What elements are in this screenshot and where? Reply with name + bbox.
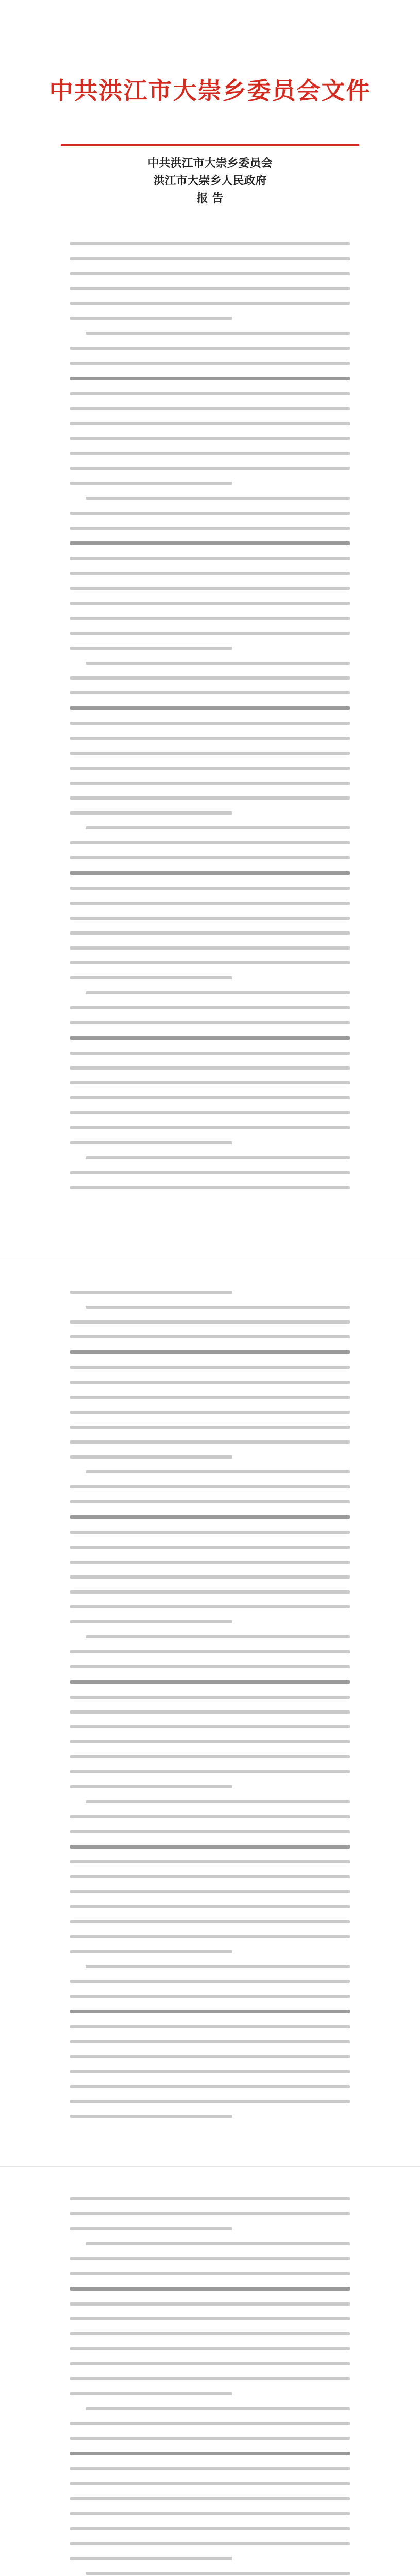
text-line-placeholder <box>70 1426 350 1429</box>
text-line-placeholder <box>70 1081 350 1084</box>
text-line-placeholder <box>70 811 232 815</box>
text-line-placeholder <box>70 1320 350 1324</box>
text-line-placeholder <box>70 272 350 275</box>
text-line-placeholder <box>70 722 350 725</box>
section-heading-placeholder <box>70 1515 350 1519</box>
text-line-placeholder <box>70 782 350 785</box>
text-line-placeholder <box>70 287 350 290</box>
body-text-block <box>70 242 350 1201</box>
text-line-placeholder <box>86 991 350 994</box>
text-line-placeholder <box>70 467 350 470</box>
text-line-placeholder <box>70 1890 350 1893</box>
text-line-placeholder <box>70 1066 350 1070</box>
section-heading-placeholder <box>70 706 350 710</box>
text-line-placeholder <box>70 1111 350 1114</box>
text-line-placeholder <box>70 1710 350 1714</box>
document-title <box>62 155 358 207</box>
section-heading-placeholder <box>70 377 350 380</box>
text-line-placeholder <box>70 1141 232 1144</box>
issuer-line-2: 洪江市大崇乡人民政府 <box>153 174 267 188</box>
text-line-placeholder <box>70 2317 350 2320</box>
text-line-placeholder <box>70 437 350 440</box>
text-line-placeholder <box>70 1815 350 1818</box>
text-line-placeholder <box>70 1590 350 1594</box>
text-line-placeholder <box>70 1696 350 1699</box>
text-line-placeholder <box>70 2467 350 2470</box>
text-line-placeholder <box>70 931 350 935</box>
text-line-placeholder <box>70 2377 350 2380</box>
text-line-placeholder <box>70 2115 232 2118</box>
text-line-placeholder <box>70 1381 350 1384</box>
section-heading-placeholder <box>70 1036 350 1040</box>
text-line-placeholder <box>70 1455 232 1459</box>
text-line-placeholder <box>70 961 350 964</box>
text-line-placeholder <box>70 1605 350 1608</box>
text-line-placeholder <box>70 1860 350 1863</box>
text-line-placeholder <box>70 1006 350 1009</box>
text-line-placeholder <box>70 647 232 650</box>
red-divider <box>61 144 359 146</box>
text-line-placeholder <box>86 1470 350 1473</box>
text-line-placeholder <box>70 676 350 680</box>
section-heading-placeholder <box>70 1350 350 1354</box>
text-line-placeholder <box>70 2025 350 2028</box>
text-line-placeholder <box>70 1126 350 1129</box>
text-line-placeholder <box>70 2302 350 2306</box>
text-line-placeholder <box>70 512 350 515</box>
text-line-placeholder <box>70 1935 350 1938</box>
text-line-placeholder <box>70 737 350 740</box>
text-line-placeholder <box>70 1830 350 1833</box>
text-line-placeholder <box>70 1411 350 1414</box>
section-heading-placeholder <box>70 2287 350 2291</box>
text-line-placeholder <box>70 242 350 245</box>
text-line-placeholder <box>70 1740 350 1743</box>
text-line-placeholder <box>70 2272 350 2275</box>
text-line-placeholder <box>70 1291 232 1294</box>
text-line-placeholder <box>70 602 350 605</box>
section-heading-placeholder <box>70 2452 350 2455</box>
text-line-placeholder <box>70 1021 350 1024</box>
text-line-placeholder <box>86 1306 350 1309</box>
issuer-line-1: 中共洪江市大崇乡委员会 <box>147 157 273 170</box>
text-line-placeholder <box>70 1500 350 1503</box>
text-line-placeholder <box>70 1650 350 1653</box>
text-line-placeholder <box>70 917 350 920</box>
text-line-placeholder <box>86 2572 350 2575</box>
text-line-placeholder <box>86 1800 350 1803</box>
text-line-placeholder <box>70 2542 350 2545</box>
text-line-placeholder <box>86 1965 350 1968</box>
text-line-placeholder <box>86 662 350 665</box>
text-line-placeholder <box>70 2347 350 2350</box>
text-line-placeholder <box>70 1531 350 1534</box>
text-line-placeholder <box>70 452 350 455</box>
text-line-placeholder <box>70 1875 350 1878</box>
text-line-placeholder <box>70 1905 350 1908</box>
section-heading-placeholder <box>70 2010 350 2013</box>
text-line-placeholder <box>86 497 350 500</box>
text-line-placeholder <box>70 2362 350 2365</box>
text-line-placeholder <box>70 752 350 755</box>
body-text-block <box>70 2197 350 2576</box>
text-line-placeholder <box>70 317 232 320</box>
text-line-placeholder <box>70 2557 232 2560</box>
text-line-placeholder <box>70 1561 350 1564</box>
text-line-placeholder <box>70 2197 350 2200</box>
text-line-placeholder <box>70 257 350 260</box>
text-line-placeholder <box>70 2055 350 2058</box>
text-line-placeholder <box>70 2437 350 2440</box>
text-line-placeholder <box>70 2100 350 2103</box>
text-line-placeholder <box>70 2422 350 2425</box>
text-line-placeholder <box>70 887 350 890</box>
text-line-placeholder <box>70 2482 350 2485</box>
text-line-placeholder <box>70 407 350 410</box>
text-line-placeholder <box>70 1620 232 1623</box>
text-line-placeholder <box>86 1635 350 1638</box>
text-line-placeholder <box>70 1755 350 1758</box>
text-line-placeholder <box>70 1440 350 1444</box>
text-line-placeholder <box>86 332 350 335</box>
text-line-placeholder <box>70 362 350 365</box>
text-line-placeholder <box>70 1770 350 1773</box>
section-heading-placeholder <box>70 1680 350 1684</box>
text-line-placeholder <box>70 2392 232 2395</box>
text-line-placeholder <box>70 2512 350 2515</box>
text-line-placeholder <box>70 796 350 800</box>
text-line-placeholder <box>70 572 350 575</box>
text-line-placeholder <box>70 1396 350 1399</box>
text-line-placeholder <box>70 527 350 530</box>
text-line-placeholder <box>70 767 350 770</box>
text-line-placeholder <box>70 1785 232 1788</box>
text-line-placeholder <box>70 1485 350 1488</box>
text-line-placeholder <box>70 1052 350 1055</box>
text-line-placeholder <box>70 1920 350 1923</box>
title-line-2: 报 告 <box>196 192 224 205</box>
text-line-placeholder <box>70 1171 350 1174</box>
text-line-placeholder <box>70 2332 350 2335</box>
page-break <box>0 2166 420 2167</box>
text-line-placeholder <box>70 2527 350 2530</box>
text-line-placeholder <box>70 1546 350 1549</box>
text-line-placeholder <box>70 2070 350 2073</box>
text-line-placeholder <box>70 1335 350 1338</box>
text-line-placeholder <box>70 482 232 485</box>
text-line-placeholder <box>70 557 350 560</box>
text-line-placeholder <box>70 1366 350 1369</box>
text-line-placeholder <box>70 2212 350 2215</box>
text-line-placeholder <box>70 632 350 635</box>
section-heading-placeholder <box>70 541 350 545</box>
text-line-placeholder <box>86 2242 350 2245</box>
text-line-placeholder <box>70 617 350 620</box>
text-line-placeholder <box>70 302 350 305</box>
text-line-placeholder <box>70 1950 232 1953</box>
text-line-placeholder <box>70 1665 350 1668</box>
text-line-placeholder <box>70 2497 350 2500</box>
text-line-placeholder <box>70 422 350 425</box>
text-line-placeholder <box>70 902 350 905</box>
text-line-placeholder <box>70 841 350 844</box>
body-text-block <box>70 1291 350 2130</box>
text-line-placeholder <box>70 587 350 590</box>
text-line-placeholder <box>70 1575 350 1579</box>
text-line-placeholder <box>70 1096 350 1099</box>
text-line-placeholder <box>86 1156 350 1159</box>
text-line-placeholder <box>70 1186 350 1189</box>
text-line-placeholder <box>70 347 350 350</box>
text-line-placeholder <box>70 856 350 859</box>
text-line-placeholder <box>70 1725 350 1728</box>
text-line-placeholder <box>86 2407 350 2410</box>
text-line-placeholder <box>70 2085 350 2088</box>
text-line-placeholder <box>70 2257 350 2260</box>
text-line-placeholder <box>70 1995 350 1998</box>
text-line-placeholder <box>86 826 350 829</box>
section-heading-placeholder <box>70 1845 350 1849</box>
text-line-placeholder <box>70 2227 232 2230</box>
text-line-placeholder <box>70 946 350 950</box>
text-line-placeholder <box>70 392 350 395</box>
section-heading-placeholder <box>70 871 350 875</box>
masthead-title: 中共洪江市大崇乡委员会文件 <box>49 77 371 105</box>
text-line-placeholder <box>70 2040 350 2043</box>
text-line-placeholder <box>70 1980 350 1983</box>
text-line-placeholder <box>70 691 350 694</box>
text-line-placeholder <box>70 976 232 979</box>
